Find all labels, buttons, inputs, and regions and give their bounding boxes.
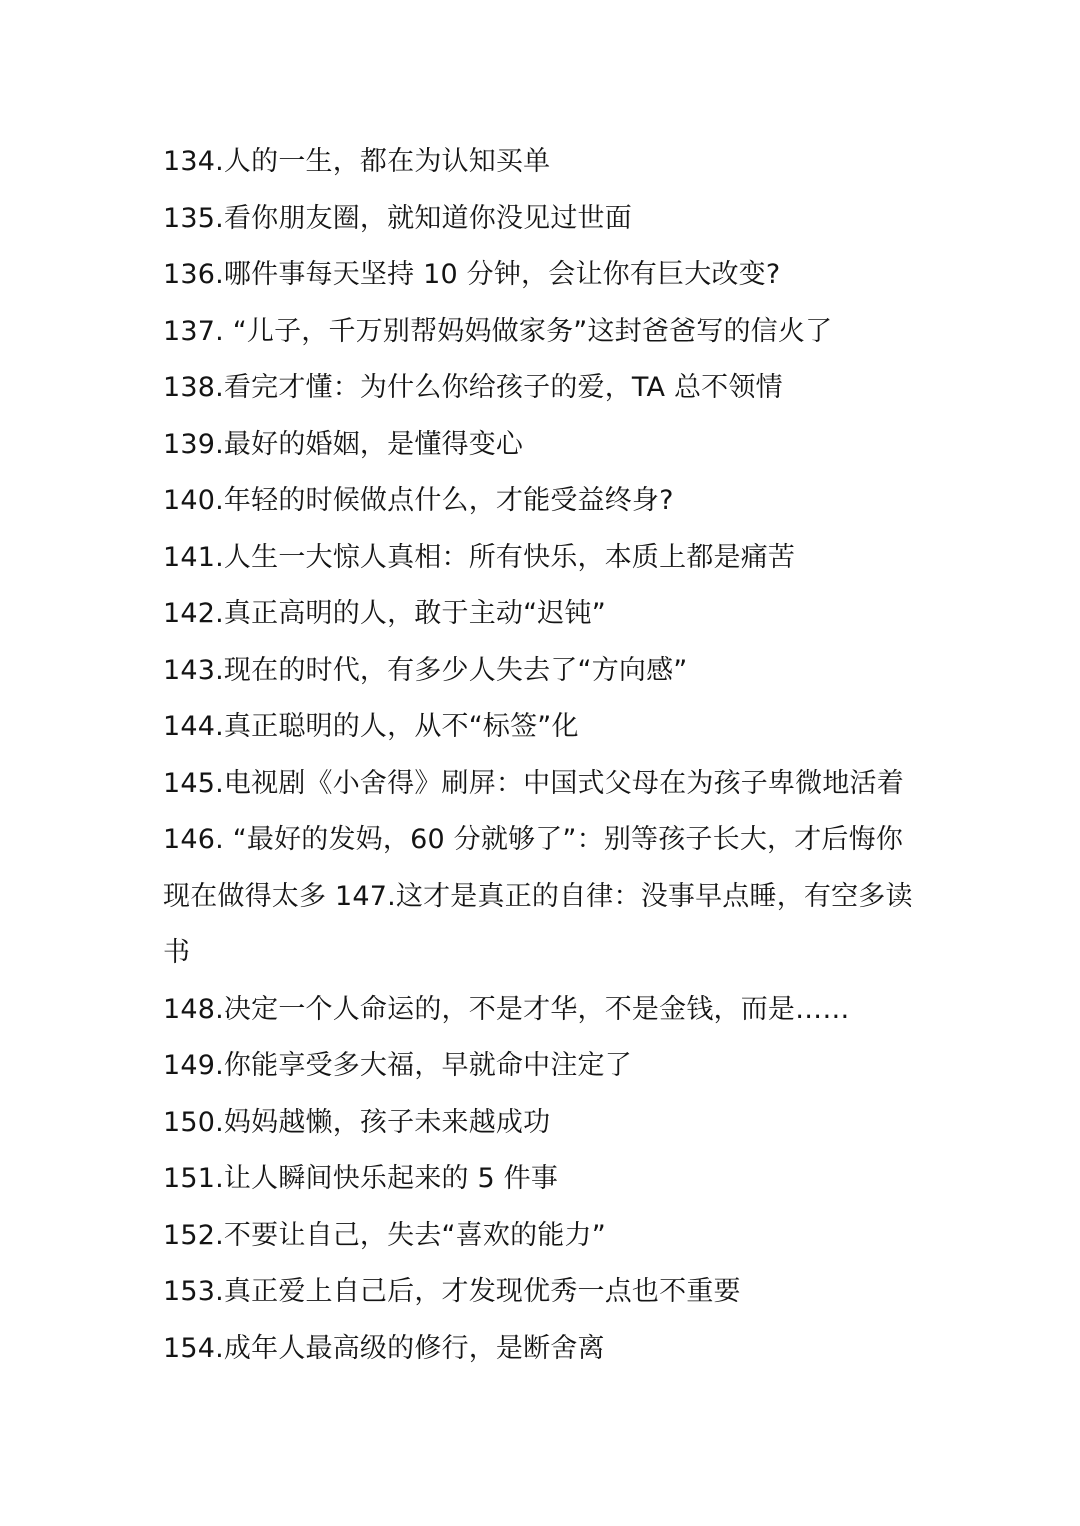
list-item: 144.真正聪明的人，从不“标签”化: [163, 711, 579, 742]
list-item: 154.成年人最高级的修行，是断舍离: [163, 1332, 605, 1364]
list-item: 135.看你朋友圈，就知道你没见过世面: [163, 202, 632, 234]
list-item: 151.让人瞬间快乐起来的 5 件事: [163, 1163, 559, 1194]
list-item: 148.决定一个人命运的，不是才华，不是金钱，而是……: [163, 993, 850, 1025]
list-item: 146. “最好的发妈，60 分就够了”：别等孩子长大，才后悔你: [163, 824, 904, 855]
list-item: 134.人的一生，都在为认知买单: [163, 146, 551, 177]
list-item-continuation: 书: [163, 937, 191, 968]
list-item: 136.哪件事每天坚持 10 分钟，会让你有巨大改变?: [163, 259, 781, 290]
list-item: 143.现在的时代，有多少人失去了“方向感”: [163, 654, 688, 686]
list-item: 139.最好的婚姻，是懂得变心: [163, 428, 524, 460]
list-item: 141.人生一大惊人真相：所有快乐，本质上都是痛苦: [163, 541, 796, 573]
list-item: 137. “儿子，千万别帮妈妈做家务”这封爸爸写的信火了: [163, 315, 833, 347]
list-item: 140.年轻的时候做点什么，才能受益终身?: [163, 485, 674, 516]
list-item: 152.不要让自己，失去“喜欢的能力”: [163, 1219, 606, 1251]
list-item: 145.电视剧《小舍得》刷屏：中国式父母在为孩子卑微地活着: [163, 767, 904, 799]
list-item: 153.真正爱上自己后，才发现优秀一点也不重要: [163, 1276, 741, 1307]
list-item: 150.妈妈越懒，孩子未来越成功: [163, 1106, 551, 1138]
title-list: [163, 134, 923, 1377]
list-item: 149.你能享受多大福，早就命中注定了: [163, 1050, 632, 1081]
list-item-continuation: 现在做得太多 147.这才是真正的自律：没事早点睡，有空多读: [163, 880, 913, 912]
list-item: 138.看完才懂：为什么你给孩子的爱，TA 总不领情: [163, 372, 783, 403]
list-item: 142.真正高明的人，敢于主动“迟钝”: [163, 598, 606, 629]
